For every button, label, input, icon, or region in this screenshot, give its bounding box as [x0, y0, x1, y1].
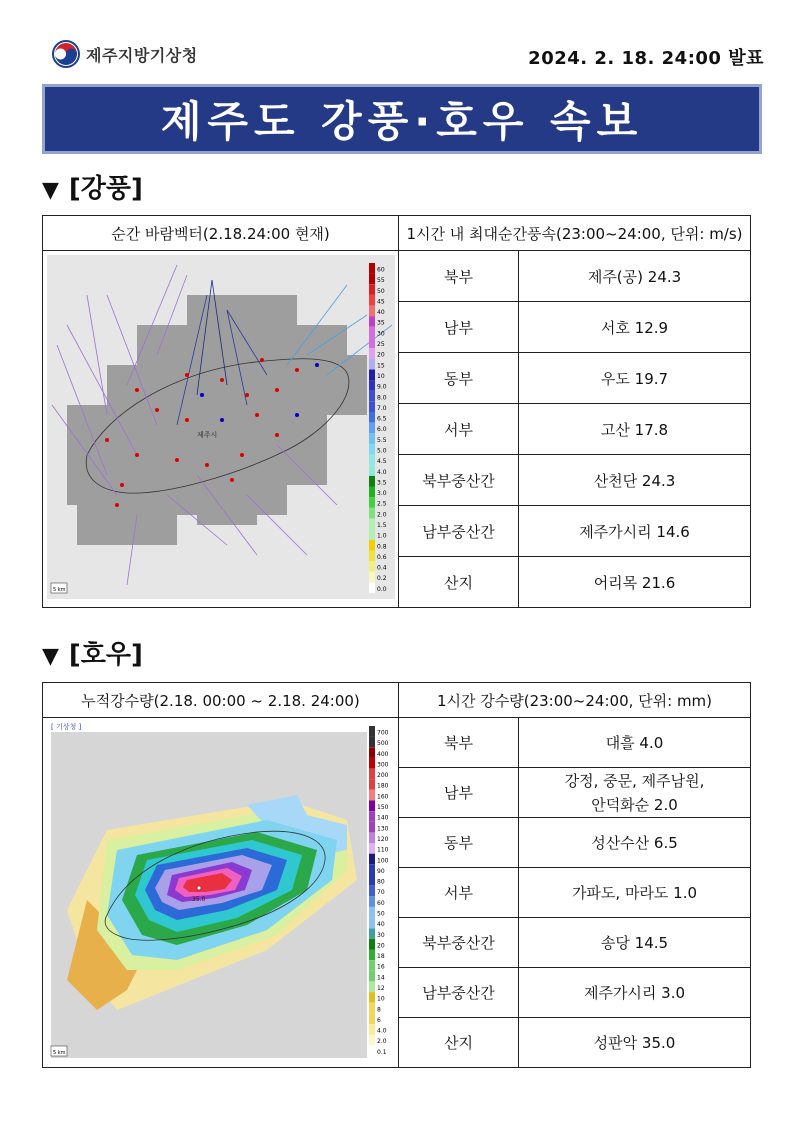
wind-colorbar-label: 7.0	[376, 404, 387, 412]
wind-table-title: 1시간 내 최대순간풍속(23:00~24:00, 단위: m/s)	[399, 216, 751, 251]
rain-map-badge: [ 기상청 ]	[50, 722, 81, 731]
wind-colorbar-swatch	[369, 423, 375, 434]
rain-value-east-line: 성산수산 6.5	[591, 833, 678, 852]
wind-region-south-mid: 남부중산간	[399, 506, 519, 557]
rain-colorbar-label: 8	[376, 1005, 381, 1013]
rain-colorbar-swatch	[369, 896, 375, 907]
wind-value-west: 고산 17.8	[519, 404, 751, 455]
rain-colorbar-swatch	[369, 864, 375, 875]
top-bar	[52, 40, 764, 76]
rain-section-title: [호우]	[68, 640, 143, 670]
rain-colorbar-swatch	[369, 928, 375, 939]
wind-value-south-mid: 제주가시리 14.6	[519, 506, 751, 557]
wind-colorbar-label: 9.0	[376, 383, 387, 391]
rain-colorbar-swatch	[369, 1045, 375, 1056]
wind-colorbar-label: 55	[376, 277, 385, 285]
rain-colorbar-label: 130	[376, 824, 388, 832]
rain-colorbar-label: 4.0	[376, 1027, 387, 1035]
rain-colorbar-swatch	[369, 726, 375, 737]
wind-colorbar-swatch	[369, 582, 375, 593]
rain-colorbar-swatch	[369, 1013, 375, 1024]
rain-value-north-mid-line: 송당 14.5	[600, 933, 669, 952]
rain-value-mountain	[519, 1018, 751, 1068]
rain-region-south-mid: 남부중산간	[399, 968, 519, 1018]
rain-colorbar-swatch	[369, 981, 375, 992]
rain-peak-marker	[197, 886, 201, 890]
rain-colorbar-swatch	[369, 917, 375, 928]
wind-region-west: 서부	[399, 404, 519, 455]
rain-colorbar-swatch	[369, 747, 375, 758]
wind-colorbar-label: 8.0	[376, 394, 387, 402]
rain-colorbar-label: 50	[376, 910, 385, 917]
rain-colorbar-swatch	[369, 1002, 375, 1013]
wind-colorbar-label: 0.8	[376, 543, 387, 551]
wind-colorbar	[369, 263, 387, 593]
rain-colorbar-label: 20	[376, 941, 385, 949]
rain-section-heading	[42, 634, 143, 671]
rain-value-west	[519, 868, 751, 918]
wind-colorbar-label: 1.5	[376, 522, 387, 529]
rain-colorbar-swatch	[369, 800, 375, 811]
rain-colorbar-swatch	[369, 768, 375, 779]
wind-colorbar-label: 35	[376, 319, 385, 327]
wind-colorbar-swatch	[369, 295, 375, 306]
wind-colorbar-label: 2.0	[376, 511, 387, 519]
wind-colorbar-swatch	[369, 476, 375, 487]
wind-value-south: 서호 12.9	[519, 302, 751, 353]
rain-colorbar-label: 14	[376, 973, 385, 981]
wind-region-north: 북부	[399, 251, 519, 302]
issued-time: 2024. 2. 18. 24:00 발표	[528, 48, 764, 69]
rain-colorbar-label: 140	[376, 814, 388, 822]
wind-colorbar-label: 10	[376, 373, 385, 380]
rain-colorbar-label: 160	[376, 792, 388, 800]
wind-colorbar-swatch	[369, 391, 375, 402]
rain-value-north-mid	[519, 918, 751, 968]
rain-value-east	[519, 818, 751, 868]
rain-colorbar-label: 18	[376, 952, 385, 960]
wind-map-title: 순간 바람벡터(2.18.24:00 현재)	[43, 216, 399, 251]
wind-colorbar-swatch	[369, 433, 375, 444]
rain-colorbar-swatch	[369, 970, 375, 981]
wind-colorbar-swatch	[369, 306, 375, 317]
rain-value-west-line: 가파도, 마라도 1.0	[571, 883, 698, 902]
wind-colorbar-label: 2.5	[376, 500, 387, 508]
rain-colorbar-swatch	[369, 938, 375, 949]
wind-colorbar-label: 4.5	[376, 458, 387, 466]
wind-section-heading	[42, 168, 143, 205]
wind-colorbar-swatch	[369, 327, 375, 338]
rain-colorbar-label: 120	[376, 835, 388, 843]
rain-colorbar-swatch	[369, 779, 375, 790]
rain-colorbar-swatch	[369, 1034, 375, 1045]
wind-colorbar-label: 45	[376, 298, 385, 306]
rain-region-west: 서부	[399, 868, 519, 918]
rain-colorbar-label: 90	[376, 867, 385, 875]
rain-colorbar-swatch	[369, 960, 375, 971]
rain-colorbar-label: 200	[376, 771, 388, 779]
wind-colorbar-label: 6.0	[376, 426, 387, 434]
rain-region-east: 동부	[399, 818, 519, 868]
rainfall-map	[47, 720, 395, 1062]
agency-name: 제주지방기상청	[86, 45, 198, 65]
wind-colorbar-swatch	[369, 444, 375, 455]
wind-colorbar-label: 40	[376, 309, 385, 317]
rain-colorbar-swatch	[369, 875, 375, 886]
agency-logo	[52, 40, 198, 68]
rain-value-south-mid-line: 제주가시리 3.0	[583, 983, 686, 1002]
rain-colorbar-label: 0.1	[376, 1048, 387, 1056]
wind-colorbar-swatch	[369, 540, 375, 551]
rain-peak-label: 35.0	[191, 895, 205, 903]
wind-map-cell	[43, 251, 399, 608]
wind-colorbar-label: 1.0	[376, 532, 387, 540]
rain-value-north	[519, 718, 751, 768]
wind-section-title: [강풍]	[68, 174, 143, 204]
wind-colorbar-label: 25	[376, 341, 385, 348]
wind-colorbar-label: 0.2	[376, 575, 387, 583]
rain-region-south: 남부	[399, 768, 519, 818]
wind-colorbar-swatch	[369, 561, 375, 572]
wind-value-north: 제주(공) 24.3	[519, 251, 751, 302]
rain-colorbar-label: 700	[376, 729, 388, 736]
rain-colorbar-label: 500	[376, 739, 388, 747]
rain-colorbar-swatch	[369, 1024, 375, 1035]
rain-colorbar-label: 2.0	[376, 1037, 387, 1045]
wind-colorbar-swatch	[369, 412, 375, 423]
wind-region-mountain: 산지	[399, 557, 519, 608]
wind-colorbar-label: 60	[376, 266, 385, 274]
wind-colorbar-swatch	[369, 348, 375, 359]
rain-colorbar-swatch	[369, 907, 375, 918]
rain-scale-box	[51, 1046, 67, 1056]
wind-colorbar-swatch	[369, 508, 375, 519]
wind-table	[42, 215, 751, 608]
rain-colorbar-label: 40	[376, 920, 385, 928]
wind-colorbar-swatch	[369, 284, 375, 295]
wind-colorbar-swatch	[369, 380, 375, 391]
rain-colorbar-label: 80	[376, 878, 385, 885]
wind-map-city-label: 제주시	[196, 431, 217, 439]
wind-vector-map	[47, 255, 395, 599]
wind-colorbar-swatch	[369, 519, 375, 530]
rain-colorbar-label: 10	[376, 995, 385, 1003]
rain-region-mountain: 산지	[399, 1018, 519, 1068]
rain-value-south-line-2: 안덕화순 2.0	[591, 795, 678, 814]
rain-colorbar-swatch	[369, 832, 375, 843]
rain-map-title: 누적강수량(2.18. 00:00 ~ 2.18. 24:00)	[43, 683, 399, 718]
title-banner	[42, 84, 762, 154]
wind-colorbar-swatch	[369, 529, 375, 540]
rain-colorbar-swatch	[369, 736, 375, 747]
rain-colorbar-label: 110	[376, 846, 388, 854]
wind-region-south: 남부	[399, 302, 519, 353]
triangle-down-icon: ▼	[42, 644, 59, 669]
wind-colorbar-label: 5.0	[376, 447, 387, 455]
wind-region-east: 동부	[399, 353, 519, 404]
rain-colorbar-label: 70	[376, 888, 385, 896]
rain-colorbar-swatch	[369, 757, 375, 768]
wind-colorbar-swatch	[369, 263, 375, 274]
rain-value-mountain-line: 성판악 35.0	[593, 1033, 676, 1052]
wind-colorbar-swatch	[369, 338, 375, 349]
rain-table-title: 1시간 강수량(23:00~24:00, 단위: mm)	[399, 683, 751, 718]
wind-colorbar-label: 3.5	[376, 479, 387, 487]
rain-value-south	[519, 768, 751, 818]
wind-colorbar-label: 50	[376, 287, 385, 295]
rain-map-cell	[43, 718, 399, 1068]
rain-value-south-line-1: 강정, 중문, 제주남원,	[564, 771, 705, 790]
wind-colorbar-swatch	[369, 550, 375, 561]
rain-colorbar-label: 300	[376, 761, 388, 768]
wind-value-mountain: 어리목 21.6	[519, 557, 751, 608]
wind-colorbar-label: 3.0	[376, 490, 387, 498]
wind-colorbar-swatch	[369, 401, 375, 412]
wind-colorbar-swatch	[369, 497, 375, 508]
rain-colorbar-label: 60	[376, 899, 385, 907]
wind-colorbar-swatch	[369, 455, 375, 466]
rain-colorbar-label: 30	[376, 931, 385, 939]
rain-value-south-mid	[519, 968, 751, 1018]
rain-colorbar-label: 180	[376, 782, 388, 790]
rain-table	[42, 682, 751, 1068]
rain-colorbar-swatch	[369, 949, 375, 960]
wind-colorbar-label: 4.0	[376, 468, 387, 476]
rain-colorbar-label: 150	[376, 803, 388, 811]
rain-colorbar-swatch	[369, 843, 375, 854]
wind-colorbar-swatch	[369, 487, 375, 498]
wind-colorbar-label: 15	[376, 362, 385, 370]
wind-colorbar-swatch	[369, 316, 375, 327]
rain-region-north: 북부	[399, 718, 519, 768]
triangle-down-icon: ▼	[42, 178, 59, 203]
rain-colorbar-swatch	[369, 811, 375, 822]
rain-colorbar-swatch	[369, 853, 375, 864]
wind-value-east: 우도 19.7	[519, 353, 751, 404]
wind-scale-label: 5 km	[52, 587, 66, 593]
wind-colorbar-swatch	[369, 370, 375, 381]
rain-colorbar-label: 6	[376, 1016, 381, 1024]
rain-colorbar-swatch	[369, 992, 375, 1003]
kma-logo-icon	[52, 40, 80, 68]
wind-scale-box	[51, 583, 67, 593]
rain-colorbar-label: 100	[376, 856, 388, 864]
page-title: 제주도 강풍·호우 속보	[160, 97, 644, 146]
wind-colorbar-label: 6.5	[376, 415, 387, 423]
wind-colorbar-label: 30	[376, 330, 385, 338]
rain-region-north-mid: 북부중산간	[399, 918, 519, 968]
wind-colorbar-label: 0.4	[376, 564, 387, 572]
wind-colorbar-label: 5.5	[376, 436, 387, 444]
rain-colorbar-swatch	[369, 885, 375, 896]
wind-value-north-mid: 산천단 24.3	[519, 455, 751, 506]
wind-colorbar-swatch	[369, 465, 375, 476]
rain-colorbar-label: 16	[376, 963, 385, 971]
wind-colorbar-swatch	[369, 359, 375, 370]
wind-colorbar-label: 20	[376, 351, 385, 359]
rain-colorbar-swatch	[369, 821, 375, 832]
wind-colorbar-swatch	[369, 274, 375, 285]
rain-scale-label: 5 km	[52, 1049, 66, 1056]
rain-value-north-line: 대흘 4.0	[605, 733, 664, 752]
wind-colorbar-swatch	[369, 572, 375, 583]
rain-colorbar-label: 400	[376, 750, 388, 758]
wind-colorbar-label: 0.6	[376, 553, 387, 561]
rain-colorbar-label: 12	[376, 984, 385, 992]
rain-colorbar-swatch	[369, 789, 375, 800]
wind-colorbar-label: 0.0	[376, 585, 387, 593]
wind-region-north-mid: 북부중산간	[399, 455, 519, 506]
